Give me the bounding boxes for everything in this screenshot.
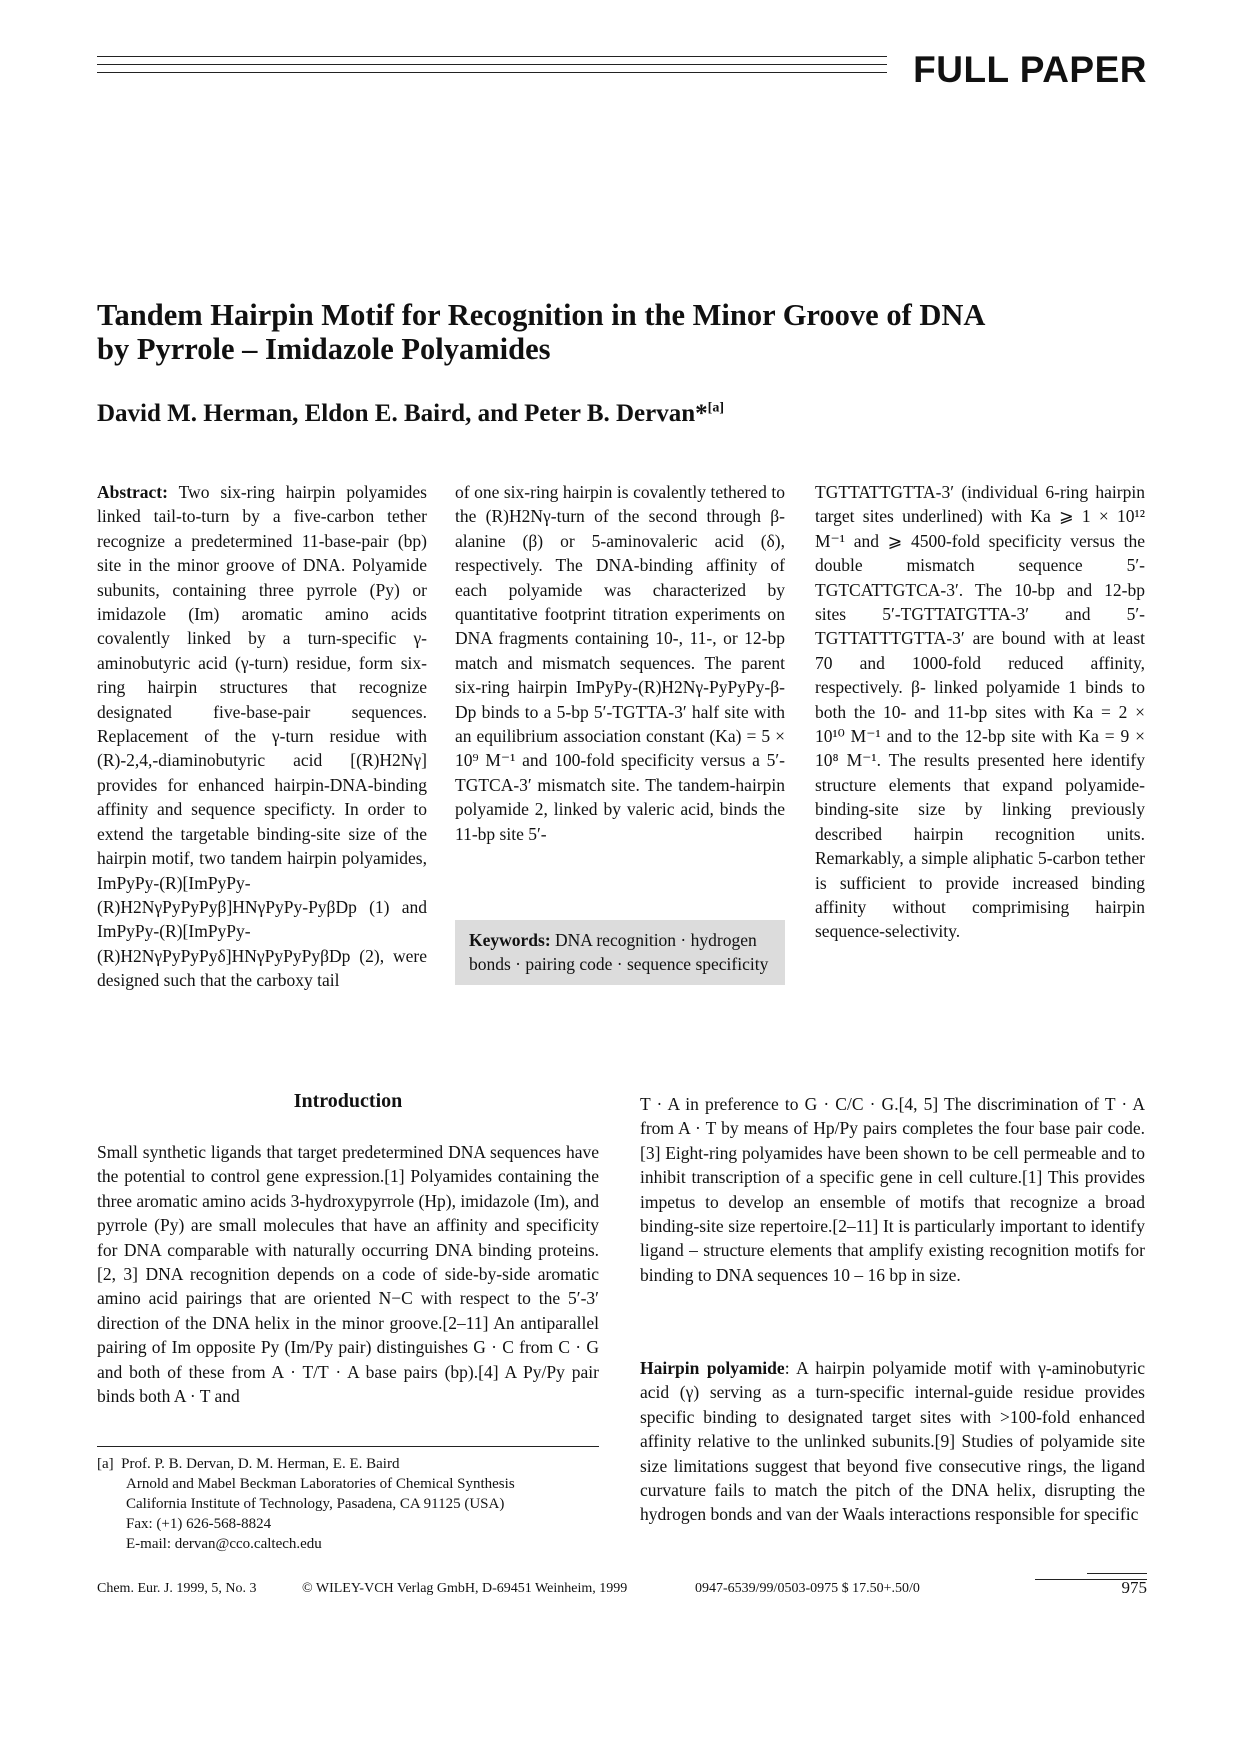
- introduction-heading: Introduction: [293, 1090, 403, 1112]
- footnote-line: Prof. P. B. Dervan, D. M. Herman, E. E. Baird: [121, 1456, 400, 1472]
- keywords-label: Keywords:: [469, 930, 551, 950]
- issn-code: 0947-6539/99/0503-0975 $ 17.50+.50/0: [695, 1581, 920, 1596]
- keywords-text: DNA recognition · hydrogen bonds · pairing code · sequence specificity: [469, 930, 769, 975]
- author-list: [97, 400, 724, 428]
- header-rules: [97, 56, 887, 80]
- footnote-rule: [97, 1446, 599, 1447]
- article-title: Tandem Hairpin Motif for Recognition in the Minor Groove of DNA by Pyrrole – Imidazole Polyamides: [97, 298, 984, 366]
- footnote-line: Arnold and Mabel Beckman Laboratories of Chemical Synthesis: [126, 1476, 515, 1492]
- introduction-text-left: Small synthetic ligands that target predetermined DNA sequences have the potential to control gene expression.[1] Polyamides containing the three aromatic amino acids 3-hydroxypyrrole (Hp), imidazole (Im), and pyrrole (Py) are small molecules that have an affinity and specificity for DNA comparable with naturally occurring DNA binding proteins.[2, 3] DNA recognition depends on a code of side-by-side aromatic amino acid pairings that are oriented N−C with respect to the 5′-3′ direction of the DNA helix in the minor groove.[2–11] An antiparallel pairing of Im opposite Py (Im/Py pair) distinguishes G · C from C · G and both of these from A · T/T · A base pairs (bp).[4] A Py/Py pair binds both A · T and: [97, 1142, 599, 1407]
- abstract-text-2: of one six-ring hairpin is covalently tethered to the (R)H2Nγ-turn of the second through β-alanine (β) or 5-aminovaleric acid (δ), respectively. The DNA-binding affinity of each polyamide was characterized by quantitative footprint titration experiments on DNA fragments containing 10-, 11-, or 12-bp match and mismatch sequences. The parent six-ring hairpin ImPyPy-(R)H2Nγ-PyPyPy-β-Dp binds to a 5-bp 5′-TGTTA-3′ half site with an equilibrium association constant (Ka) = 5 × 10⁹ M⁻¹ and 100-fold specificity versus a 5′-TGTCA-3′ mismatch site. The tandem-hairpin polyamide 2, linked by valeric acid, binds the 11-bp site 5′-: [455, 482, 785, 844]
- footnote-mark: [a]: [97, 1456, 114, 1472]
- hairpin-polyamide-label: Hairpin polyamide: [640, 1358, 785, 1378]
- abstract-text-3: TGTTATTGTTA-3′ (individual 6-ring hairpin target sites underlined) with Ka ⩾ 1 × 10¹² M⁻¹ and ⩾ 4500-fold specificity versus the double mismatch sequence 5′-TGTCATTGTCA-3′. The 10-bp and 12-bp sites 5′-TGTTATGTTA-3′ and 5′-TGTTATTTGTTA-3′ are bound with at least 70 and 1000-fold reduced affinity, respectively. β- linked polyamide 1 binds to both the 10- and 11-bp sites with Ka = 2 × 10¹⁰ M⁻¹ and to the 12-bp site with Ka = 9 × 10⁸ M⁻¹. The results presented here identify structure elements that expand polyamide-binding-site size by linking previously described hairpin recognition units. Remarkably, a simple aliphatic 5-carbon tether is sufficient to provide increased binding affinity without comprimising hairpin sequence-selectivity.: [815, 482, 1145, 942]
- page-number: 975: [1121, 1578, 1147, 1597]
- abstract-text-1: Two six-ring hairpin polyamides linked tail-to-turn by a five-carbon tether recognize a predetermined 11-base-pair (bp) site in the minor groove of DNA. Polyamide subunits, containing three pyrrole (Py) or imidazole (Im) aromatic amino acids covalently linked by a turn-specific γ-aminobutyric acid (γ-turn) residue, form six-ring hairpin structures that recognize designated five-base-pair sequences. Replacement of the γ-turn residue with (R)-2,4,-diaminobutyric acid [(R)H2Nγ] provides for enhanced hairpin-DNA-binding affinity and sequence specificty. In order to extend the targetable binding-site size of the hairpin motif, two tandem hairpin polyamides, ImPyPy-(R)[ImPyPy-(R)H2NγPyPyPyβ]HNγPyPy-PyβDp (1) and ImPyPy-(R)[ImPyPy-(R)H2NγPyPyPyδ]HNγPyPyPyβDp (2), were designed such that the carboxy tail: [97, 482, 427, 991]
- affiliation-footnote: [97, 1454, 617, 1554]
- introduction-left-column: [97, 1140, 599, 1408]
- section-label: FULL PAPER: [913, 49, 1147, 90]
- journal-citation: Chem. Eur. J. 1999, 5, No. 3: [97, 1581, 257, 1596]
- authors-text: David M. Herman, Eldon E. Baird, and Peter B. Dervan*: [97, 400, 708, 427]
- author-affiliation-mark: [a]: [707, 400, 724, 416]
- abstract-column-3: [815, 480, 1145, 944]
- footnote-line: California Institute of Technology, Pasadena, CA 91125 (USA): [126, 1496, 505, 1512]
- abstract-column-2: [455, 480, 785, 846]
- copyright-notice: © WILEY-VCH Verlag GmbH, D-69451 Weinheim, 1999: [302, 1581, 628, 1596]
- abstract-column-1: [97, 480, 427, 993]
- abstract-label: Abstract:: [97, 482, 168, 502]
- hairpin-polyamide-text: : A hairpin polyamide motif with γ-aminobutyric acid (γ) serving as a turn-specific internal-guide residue provides specific binding to designated target sites with >100-fold enhanced affinity relative to the unlinked subunits.[9] Studies of polyamide site size limitations suggest that beyond five consecutive rings, the ligand curvature fails to match the pitch of the DNA helix, disrupting the hydrogen bonds and van der Waals interactions responsible for specific: [640, 1358, 1146, 1525]
- footnote-line: Fax: (+1) 626-568-8824: [126, 1516, 272, 1532]
- hairpin-polyamide-paragraph: [640, 1356, 1145, 1527]
- introduction-text-right: T · A in preference to G · C/C · G.[4, 5] The discrimination of T · A from A · T by means of Hp/Py pairs completes the four base pair code.[3] Eight-ring polyamides have been shown to be cell permeable and to inhibit transcription of a specific gene in cell culture.[1] This provides impetus to develop an ensemble of motifs that recognize a broad binding-site size repertoire.[2–11] It is particularly important to identify ligand – structure elements that amplify existing recognition motifs for binding to DNA sequences 10 – 16 bp in size.: [640, 1094, 1145, 1285]
- footnote-line: E-mail: dervan@cco.caltech.edu: [126, 1536, 322, 1552]
- keywords-box: [455, 920, 785, 985]
- introduction-right-column: [640, 1092, 1145, 1287]
